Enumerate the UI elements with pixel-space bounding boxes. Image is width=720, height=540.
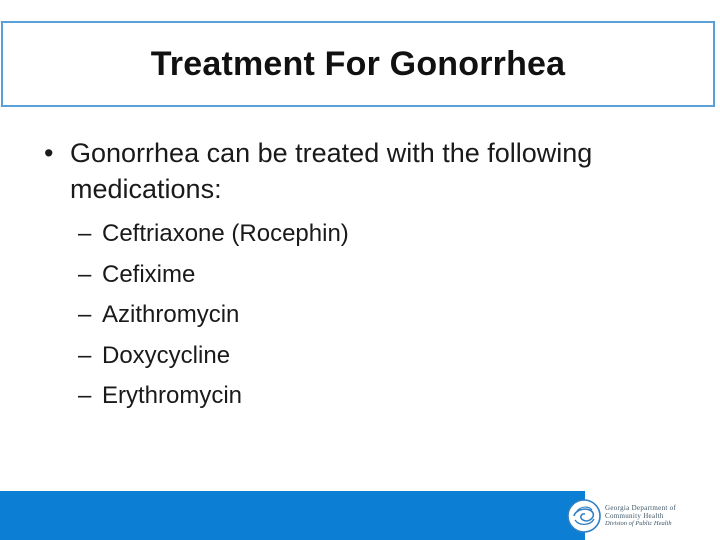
dash-marker: – bbox=[78, 260, 92, 288]
swirl-logo-icon bbox=[566, 498, 602, 534]
dash-marker: – bbox=[78, 220, 92, 247]
dash-marker: – bbox=[78, 382, 92, 409]
medication-name: Ceftriaxone (Rocephin) bbox=[102, 220, 349, 247]
title-box bbox=[1, 21, 715, 107]
bullet-marker: • bbox=[44, 138, 54, 168]
medication-name: Azithromycin bbox=[102, 301, 240, 328]
list-item bbox=[78, 336, 349, 377]
footer-bar bbox=[0, 491, 585, 540]
logo-text bbox=[605, 504, 676, 528]
medication-list bbox=[78, 214, 349, 417]
logo-line-3: Division of Public Health bbox=[605, 520, 672, 527]
list-item bbox=[78, 295, 349, 336]
dash-marker: – bbox=[78, 341, 92, 369]
logo-line-1: Georgia Department of bbox=[605, 504, 677, 512]
logo-line-2: Community Health bbox=[605, 512, 664, 520]
bullet-text: Gonorrhea can be treated with the following medications: bbox=[70, 138, 593, 204]
medication-name: Cefixime bbox=[102, 260, 196, 288]
list-item bbox=[78, 255, 349, 296]
list-item bbox=[78, 214, 349, 255]
dash-marker: – bbox=[78, 301, 92, 328]
medication-name: Doxycycline bbox=[102, 341, 231, 369]
list-item bbox=[78, 376, 349, 417]
slide-title: Treatment For Gonorrhea bbox=[150, 44, 566, 83]
medication-name: Erythromycin bbox=[102, 382, 243, 409]
department-logo bbox=[566, 496, 720, 536]
main-bullet bbox=[44, 135, 664, 207]
